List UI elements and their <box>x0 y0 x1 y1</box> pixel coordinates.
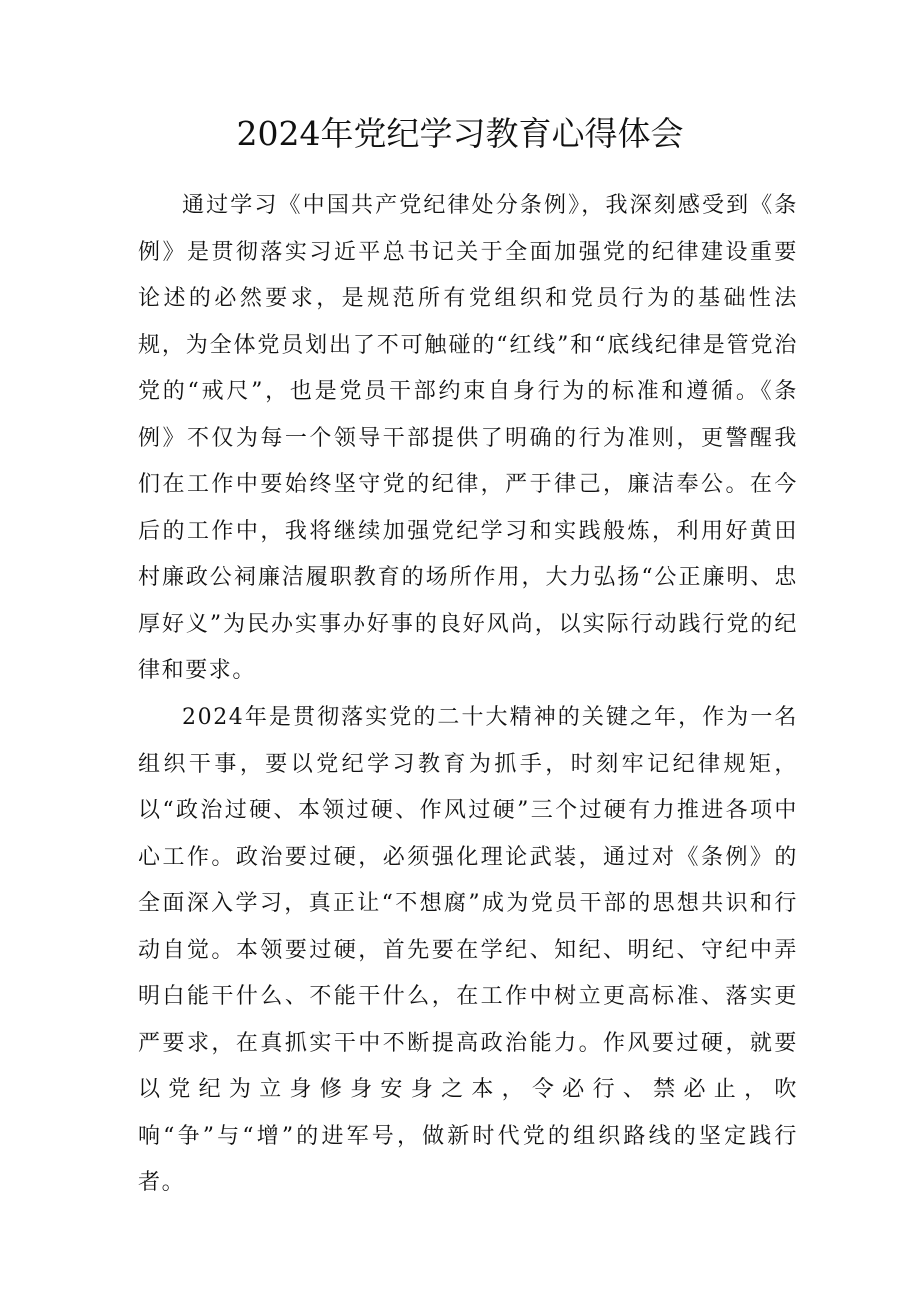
paragraph-2: 2024年是贯彻落实党的二十大精神的关键之年，作为一名组织干事，要以党纪学习教育为抓手，时刻牢记纪律规矩，以“政治过硬、本领过硬、作风过硬”三个过硬有力推进各项中心工作。政治要过硬，必须强化理论武装，通过对《条例》的全面深入学习，真正让“不想腐”成为党员干部的思想共识和行动自觉。本领要过硬，首先要在学纪、知纪、明纪、守纪中弄明白能干什么、不能干什么，在工作中树立更高标准、落实更严要求，在真抓实干中不断提高政治能力。作风要过硬，就要以党纪为立身修身安身之本，令必行、禁必止，吹响“争”与“增”的进军号，做新时代党的组织路线的坚定践行者。 <box>138 705 798 1195</box>
document-title: 2024年党纪学习教育心得体会 <box>236 114 684 153</box>
paragraph-1: 通过学习《中国共产党纪律处分条例》，我深刻感受到《条例》是贯彻落实习近平总书记关于全面加强党的纪律建设重要论述的必然要求，是规范所有党组织和党员行为的基础性法规，为全体党员划出了不可触碰的“红线”和“底线纪律是管党治党的“戒尺”，也是党员干部约束自身行为的标准和遵循。《条例》不仅为每一个领导干部提供了明确的行为准则，更警醒我们在工作中要始终坚守党的纪律，严于律己，廉洁奉公。在今后的工作中，我将继续加强党纪学习和实践般炼，利用好黄田村廉政公祠廉洁履职教育的场所作用，大力弘扬“公正廉明、忠厚好义”为民办实事办好事的良好风尚，以实际行动践行党的纪律和要求。 <box>138 193 798 683</box>
